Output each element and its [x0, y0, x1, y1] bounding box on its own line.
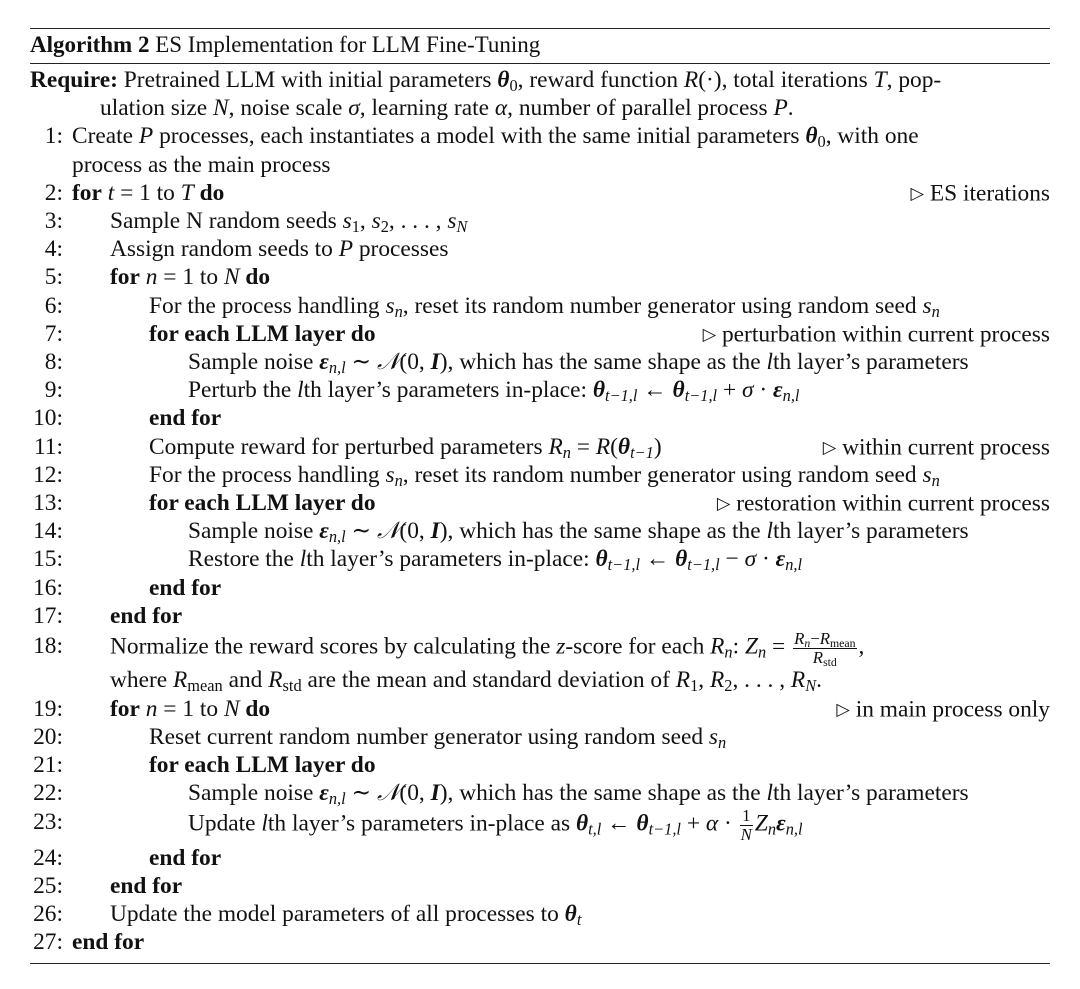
comment-perturbation: ▷ perturbation within current process: [702, 321, 1050, 348]
algo-line-27: 27: end for: [33, 929, 145, 956]
algo-line-4: 4: Assign random seeds to P processes: [44, 236, 449, 263]
algo-line-12: 12: For the process handling $s_n$, reset its random number generator using random seed $s_n$: [33, 461, 940, 490]
algo-line-20: 20: Reset current random number generator using random seed $s_n$: [33, 723, 727, 752]
right-triangle-icon: ▷: [702, 323, 717, 344]
right-triangle-icon: ▷: [822, 436, 837, 457]
algo-line-5: 5: for n = 1 to N do: [44, 264, 271, 291]
comment-restoration: ▷ restoration within current process: [716, 490, 1050, 517]
comment-es-iterations: ▷ ES iterations: [910, 180, 1050, 207]
comment-within-process: ▷ within current process: [822, 434, 1050, 461]
right-triangle-icon: ▷: [716, 493, 731, 514]
algorithm-block: [30, 28, 1050, 964]
algo-line-26: 26: Update the model parameters of all processes to $\theta_t$: [33, 901, 582, 930]
algo-line-24: 24: end for: [33, 844, 222, 871]
right-triangle-icon: ▷: [836, 698, 850, 719]
z-score-fraction: $\frac{R_n-R_{mean}}{R_{std}}$: [794, 629, 856, 669]
algo-line-3: 3: Sample N random seeds $s_1$, $s_2$, . . . , $s_N$: [44, 208, 468, 237]
algo-line-13: 13: for each LLM layer do ▷ restoration within current process: [33, 490, 1050, 517]
require-line: Require: Pretrained LLM with initial parameters $\theta_0$, reward function R(·), total iterations T, pop- ulation size N, noise scale σ, learning rate α, number of parallel process P.: [30, 67, 942, 122]
algo-line-18-cont: where $R_{mean}$ and $R_{std}$ are the mean and standard deviation of $R_1$, $R_2$, . . . , $R_N$.: [110, 667, 822, 696]
algo-line-23: 23: Update lth layer’s parameters in-place as $\theta_{t,l}$ ← $\theta_{t-1,l} + \alpha$ · $\frac{1}{N}$ $Z_n\varepsilon_{n,l}$: [33, 806, 803, 845]
algo-line-11: 11: Compute reward for perturbed parameters $R_n = R(\theta_{t-1})$ ▷ within current process: [33, 433, 1050, 462]
algorithm-label: Algorithm 2: [30, 32, 150, 57]
algo-line-7: 7: for each LLM layer do ▷ perturbation within current process: [44, 320, 1050, 348]
algo-line-10: 10: end for: [33, 405, 222, 432]
algo-line-1: 1: Create P processes, each instantiates a model with the same initial parameters $\theta_0$, with one: [30, 122, 1050, 150]
algorithm-caption: [30, 29, 1050, 60]
algorithm-title: ES Implementation for LLM Fine-Tuning: [155, 32, 541, 57]
algo-line-2: 2: for t = 1 to T do ▷ ES iterations: [44, 179, 1050, 207]
bottom-rule: [30, 963, 1050, 964]
algo-line-17: 17: end for: [33, 602, 183, 629]
line-number: 1:: [44, 123, 63, 150]
require-keyword: Require:: [30, 67, 118, 93]
algo-line-21: 21: for each LLM layer do: [33, 752, 376, 779]
algo-line-16: 16: end for: [33, 574, 222, 601]
right-triangle-icon: ▷: [910, 182, 924, 203]
algo-line-9: 9: Perturb the lth layer’s parameters in-place: $\theta_{t-1,l}$ ← $\theta_{t-1,l} + \sigma \cdot \varepsilon_{n,l}$: [44, 377, 800, 406]
algo-line-22: 22: Sample noise $\varepsilon_{n,l}$ ∼ 𝒩(0, I), which has the same shape as the lth layer’s parameters: [33, 780, 969, 809]
algo-line-25: 25: end for: [33, 873, 183, 900]
algo-line-15: 15: Restore the lth layer’s parameters in-place: $\theta_{t-1,l}$ ← $\theta_{t-1,l} - \sigma \cdot \varepsilon_{n,l}$: [33, 546, 803, 575]
algo-line-6: 6: For the process handling $s_n$, reset its random number generator using random seed $s_n$: [44, 292, 940, 321]
algo-line-8: 8: Sample noise $\varepsilon_{n,l}$ ∼ 𝒩(0, I), which has the same shape as the lth layer’s parameters: [44, 349, 969, 378]
algo-line-19: 19: for n = 1 to N do ▷ in main process only: [33, 695, 1050, 723]
one-over-n-fraction: $\frac{1}{N}$: [740, 806, 752, 845]
comment-main-process: ▷ in main process only: [836, 696, 1050, 723]
algo-line-18: 18: Normalize the reward scores by calculating the z-score for each $R_n$: $Z_n$ = $\frac{R_n-R_{mean}}{R_{std}}$ ,: [33, 629, 865, 669]
algo-line-14: 14: Sample noise $\varepsilon_{n,l}$ ∼ 𝒩(0, I), which has the same shape as the lth layer’s parameters: [33, 518, 969, 547]
algo-line-1-cont: process as the main process: [72, 151, 331, 178]
